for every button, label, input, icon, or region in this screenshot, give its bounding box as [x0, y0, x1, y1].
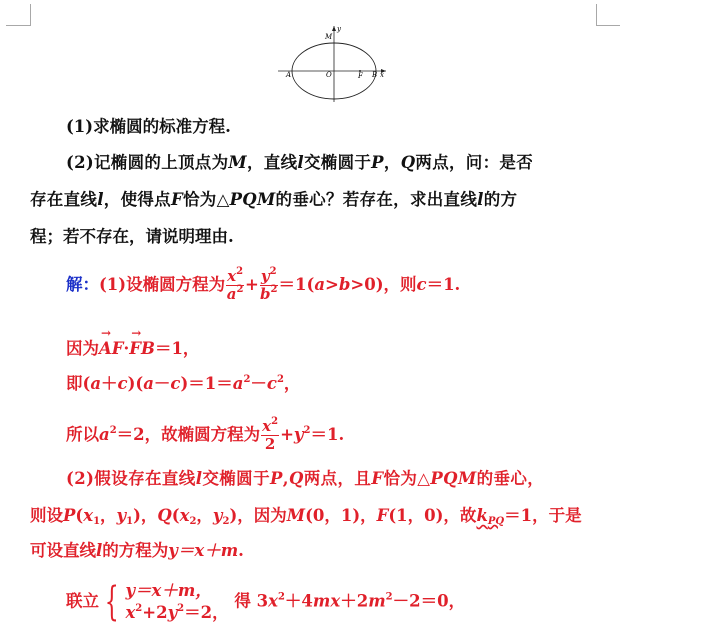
question-part2-line1: (2)记椭圆的上顶点为M，直线l交椭圆于P，Q两点，问：是否	[66, 153, 533, 172]
label-y: y	[337, 25, 341, 33]
slope-kpq: $k_{PQ}$	[476, 506, 505, 527]
label-m: M	[325, 33, 333, 41]
solution-step3: 即$(a+c)(a-c)=1=a^2-c^2$，	[66, 374, 301, 393]
question-part2-line2: 存在直线l，使得点F恰为△PQM的垂心？若存在，求出直线l的方	[30, 190, 518, 209]
label-o: O	[326, 71, 332, 79]
label-f: F	[358, 72, 363, 80]
ellipse-figure	[276, 22, 390, 104]
solution-step2: 因为→ AF·→ FB＝1，	[66, 338, 199, 360]
fraction-y2-b2: $\frac{y^2}{b^2}$	[259, 266, 278, 303]
y-axis-arrow	[332, 26, 336, 31]
solution-step5: (2)假设存在直线l交椭圆于P,Q两点，且F恰为△PQM的垂心，	[66, 469, 545, 488]
crop-mark-right-vertical	[596, 4, 597, 26]
label-a: A	[286, 71, 292, 79]
solution-step8: 联立 { y＝x＋m， $x^2+2y^2=2$， 得 $3x^2+4mx+2m^2-2=0$，	[66, 579, 466, 625]
solution-label: 解：	[66, 275, 99, 294]
solution-step7: 可设直线l的方程为y＝x＋m.	[30, 541, 244, 560]
label-x: x	[380, 71, 384, 79]
solution-step4: 所以$a^2=2$，故椭圆方程为 $\frac{x^2}{2}$ $+y^2=1$.	[66, 416, 345, 453]
label-b: B	[372, 71, 378, 79]
crop-mark-left-horizontal	[6, 25, 31, 26]
crop-mark-right-horizontal	[596, 25, 620, 26]
solution-step1: 解：(1)设椭圆方程为 $\frac{x^2}{a^2}$ + $\frac{y^2}{b^2}$ ＝1(a>b>0)，则c＝1.	[66, 266, 461, 303]
solution-step6: 则设$P(x_1$，$y_1$)，$Q(x_2$，$y_2$)，因为M(0，1)，F(1，0)，故$k_{PQ}=1$，于是	[30, 506, 582, 527]
crop-mark-left-vertical	[30, 4, 31, 26]
fraction-x2-2: $\frac{x^2}{2}$	[262, 416, 279, 453]
brace-symbol: {	[104, 579, 119, 625]
vector-fb: → FB	[129, 338, 155, 360]
fraction-x2-a2: $\frac{x^2}{a^2}$	[226, 266, 244, 303]
question-part1: (1)求椭圆的标准方程.	[66, 117, 231, 136]
question-part2-line3: 程；若不存在，请说明理由.	[30, 227, 234, 246]
vector-af: → AF	[99, 338, 124, 360]
equation-system: { y＝x＋m， $x^2+2y^2=2$，	[104, 579, 229, 625]
